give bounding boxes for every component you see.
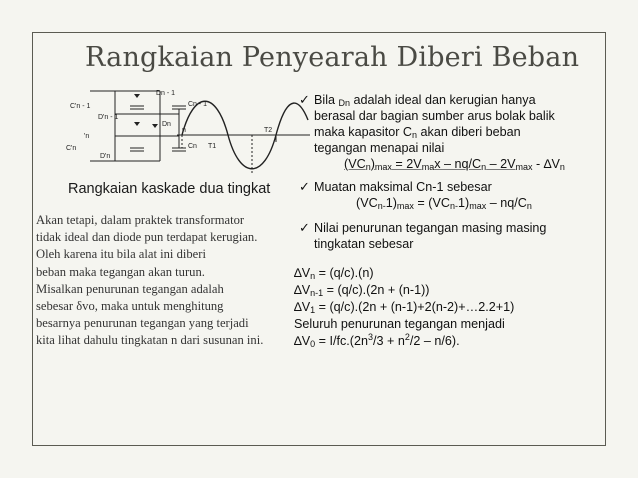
paragraph-line: Oleh karena itu bila alat ini diberi <box>36 247 206 262</box>
figure-caption: Rangkaian kaskade dua tingkat <box>68 181 271 197</box>
label-cn1-prime: C'n - 1 <box>70 103 91 110</box>
bullet-max-charge: ✓ Muatan maksimal Cn-1 sebesar $(VC_{n-}1)_{max} = (VC_{n-}1)_{max} - nq/C_n$ <box>294 179 634 211</box>
equation-delta-v0: $\Delta V_0 = I/fc.(2n^3/3 + n^2/2 - n/6)$. <box>294 332 460 349</box>
label-cn1: Cn - 1 <box>188 101 208 108</box>
label-dn-prime: D'n <box>100 153 111 160</box>
paragraph-line: Misalkan penurunan tegangan adalah <box>36 281 224 296</box>
left-paragraph <box>36 212 298 350</box>
check-icon: ✓ <box>299 179 310 194</box>
equation-delta-vn1: $\Delta V_{n-1} = (q/c).(2n + (n-1))$ <box>294 283 430 298</box>
label-dn1: Dn - 1 <box>156 90 176 97</box>
total-drop-text: Seluruh penurunan tegangan menjadi <box>294 317 505 331</box>
label-cn: Cn <box>188 143 197 150</box>
label-n-prime: 'n <box>84 133 90 140</box>
bullet-voltage-drop: ✓ Nilai penurunan tegangan masing masing tingkatan sebesar <box>299 220 547 251</box>
paragraph-line: besarnya penurunan tegangan yang terjadi <box>36 316 249 331</box>
paragraph-line: sebesar δvo, maka untuk menghitung <box>36 299 224 314</box>
check-icon: ✓ <box>299 92 310 107</box>
paragraph-line: kita lihat dahulu tingkatan n dari susunan ini. <box>36 333 264 348</box>
label-t2: T2 <box>264 127 273 134</box>
equation-delta-vn: $\Delta V_n = (q/c).(n)$ <box>294 266 374 281</box>
slide-title: Rangkaian Penyearah Diberi Beban <box>85 42 580 73</box>
equation-vcn-max: $(VC_n)_{max} = 2V_{ma}x - nq/C_n - 2V_{max} - \Delta V_n$ <box>344 157 565 172</box>
label-dn1-prime: D'n - 1 <box>98 114 119 121</box>
paragraph-line: beban maka tegangan akan turun. <box>36 264 205 279</box>
paragraph-line: Akan tetapi, dalam praktek transformator <box>36 213 245 227</box>
bullet-ideal-diode: ✓ Bila $_{Dn}$ adalah ideal dan kerugian hanya berasal dar bagian sumber arus bolak balik maka kapasitor $C_n$ akan diberi beban tegangan menapai nilai $(VC_n)_{max} = 2V_{ma}x - nq/C_n - 2V_{max} - \Delta V_n$ <box>294 92 634 172</box>
label-dn: Dn <box>162 121 171 128</box>
check-icon: ✓ <box>299 220 310 235</box>
sine-waveform <box>172 90 312 190</box>
paragraph-line: tidak ideal dan diode pun terdapat kerugian. <box>36 230 258 245</box>
label-n: n <box>182 127 186 134</box>
right-column <box>294 92 634 350</box>
equation-vcn1-max: $(VC_{n-}1)_{max} = (VC_{n-}1)_{max} - nq/C_n$ <box>356 196 532 211</box>
equation-delta-v1: $\Delta V_1 = (q/c).(2n$ + (n-1)+2(n-2)+…2.2+1) <box>294 300 515 315</box>
label-t1: T1 <box>208 143 217 150</box>
label-cn-prime: C'n <box>66 145 77 152</box>
voltage-drop-equations <box>294 265 634 350</box>
